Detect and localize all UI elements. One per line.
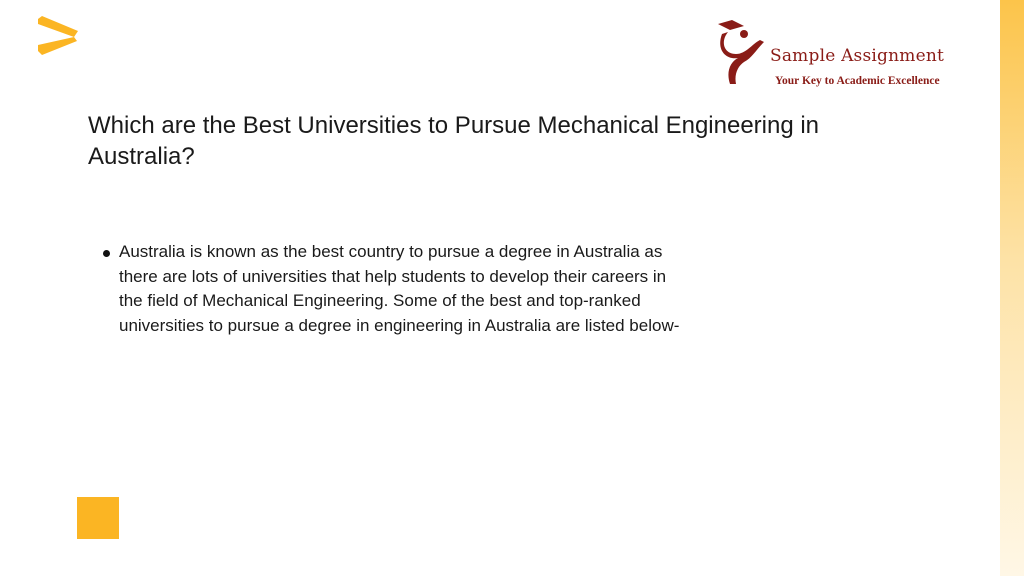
graduate-figure-icon bbox=[712, 20, 768, 86]
slide-title: Which are the Best Universities to Pursue Mechanical Engineering in Australia? bbox=[88, 112, 820, 170]
chevron-lower bbox=[38, 37, 77, 55]
bullet-list bbox=[100, 240, 690, 338]
mortarboard-shape bbox=[718, 20, 744, 30]
figure-head bbox=[740, 30, 748, 38]
double-chevron-icon bbox=[36, 16, 78, 56]
logo bbox=[712, 20, 944, 90]
right-accent-stripe bbox=[1000, 0, 1024, 576]
logo-tagline: Your Key to Academic Excellence bbox=[775, 75, 940, 87]
bullet-item bbox=[100, 240, 690, 338]
bullet-text: Australia is known as the best country to pursue a degree in Australia as there are lots of universities that help students to develop their careers in the field of Mechanical Engineering. Some of the best and top-ranked universities to pursue a degree in engineering in Australia are listed below- bbox=[119, 242, 680, 335]
figure-swoosh bbox=[720, 32, 764, 84]
chevron-upper bbox=[38, 16, 78, 37]
bullet-dot-icon bbox=[103, 250, 110, 257]
accent-square bbox=[77, 497, 119, 539]
logo-name: Sample Assignment bbox=[770, 46, 945, 66]
